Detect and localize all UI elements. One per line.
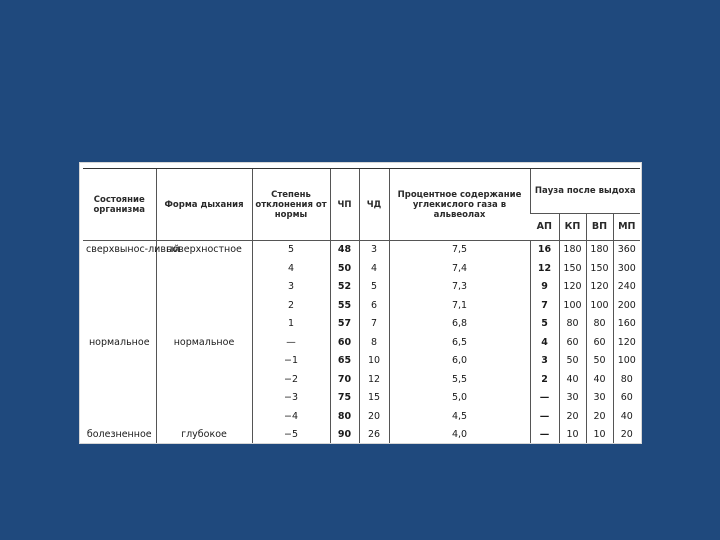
cell-vp: 120 <box>586 278 613 297</box>
cell-chd: 7 <box>359 315 389 334</box>
cell-form: поверхностное <box>156 241 252 260</box>
cell-mp: 200 <box>613 297 640 316</box>
table-row <box>83 260 640 279</box>
cell-kp: 60 <box>559 334 586 353</box>
cell-state <box>83 315 156 334</box>
cell-form <box>156 278 252 297</box>
cell-deviation: −5 <box>252 426 330 444</box>
cell-ap: — <box>530 389 559 408</box>
cell-chd: 8 <box>359 334 389 353</box>
cell-form <box>156 297 252 316</box>
cell-kp: 180 <box>559 241 586 260</box>
cell-co2: 7,5 <box>389 241 530 260</box>
cell-state <box>83 260 156 279</box>
cell-chd: 4 <box>359 260 389 279</box>
cell-chp: 80 <box>330 408 359 427</box>
cell-ap: — <box>530 408 559 427</box>
cell-kp: 100 <box>559 297 586 316</box>
cell-vp: 80 <box>586 315 613 334</box>
cell-chp: 55 <box>330 297 359 316</box>
cell-deviation: 3 <box>252 278 330 297</box>
table-row <box>83 389 640 408</box>
cell-form <box>156 408 252 427</box>
cell-chd: 26 <box>359 426 389 444</box>
header-pause: Пауза после выдоха <box>530 169 640 214</box>
cell-ap: 4 <box>530 334 559 353</box>
cell-chp: 48 <box>330 241 359 260</box>
cell-kp: 80 <box>559 315 586 334</box>
cell-chd: 6 <box>359 297 389 316</box>
cell-state <box>83 371 156 390</box>
cell-co2: 6,0 <box>389 352 530 371</box>
cell-co2: 7,1 <box>389 297 530 316</box>
cell-chp: 65 <box>330 352 359 371</box>
cell-ap: 3 <box>530 352 559 371</box>
cell-state <box>83 297 156 316</box>
table-row <box>83 297 640 316</box>
cell-mp: 80 <box>613 371 640 390</box>
table-row <box>83 352 640 371</box>
cell-vp: 40 <box>586 371 613 390</box>
table-sheet <box>79 162 642 444</box>
cell-deviation: 1 <box>252 315 330 334</box>
header-co2: Процентное содержание углекислого газа в альвеолах <box>389 169 530 241</box>
cell-vp: 60 <box>586 334 613 353</box>
cell-vp: 100 <box>586 297 613 316</box>
cell-ap: 9 <box>530 278 559 297</box>
cell-kp: 150 <box>559 260 586 279</box>
cell-vp: 30 <box>586 389 613 408</box>
table-row <box>83 315 640 334</box>
cell-kp: 20 <box>559 408 586 427</box>
cell-co2: 5,5 <box>389 371 530 390</box>
header-chp: ЧП <box>330 169 359 241</box>
cell-mp: 240 <box>613 278 640 297</box>
cell-form <box>156 389 252 408</box>
cell-co2: 4,0 <box>389 426 530 444</box>
cell-chd: 5 <box>359 278 389 297</box>
cell-deviation: −3 <box>252 389 330 408</box>
cell-ap: 2 <box>530 371 559 390</box>
header-state: Состояние организма <box>83 169 156 241</box>
cell-vp: 150 <box>586 260 613 279</box>
cell-chd: 15 <box>359 389 389 408</box>
cell-ap: 12 <box>530 260 559 279</box>
header-pause-ap: АП <box>530 214 559 241</box>
cell-chd: 20 <box>359 408 389 427</box>
breathing-table <box>83 168 640 444</box>
cell-mp: 60 <box>613 389 640 408</box>
cell-form <box>156 315 252 334</box>
cell-deviation: −1 <box>252 352 330 371</box>
cell-chp: 50 <box>330 260 359 279</box>
cell-chp: 70 <box>330 371 359 390</box>
cell-deviation: 4 <box>252 260 330 279</box>
cell-vp: 180 <box>586 241 613 260</box>
cell-deviation: −2 <box>252 371 330 390</box>
cell-ap: 16 <box>530 241 559 260</box>
cell-ap: — <box>530 426 559 444</box>
header-chd: ЧД <box>359 169 389 241</box>
cell-kp: 50 <box>559 352 586 371</box>
table-row <box>83 408 640 427</box>
cell-co2: 7,4 <box>389 260 530 279</box>
header-form: Форма дыхания <box>156 169 252 241</box>
cell-co2: 6,8 <box>389 315 530 334</box>
cell-kp: 40 <box>559 371 586 390</box>
header-deviation: Степень отклонения от нормы <box>252 169 330 241</box>
cell-state: нормальное <box>88 336 150 348</box>
table-row <box>83 278 640 297</box>
cell-ap: 5 <box>530 315 559 334</box>
cell-state <box>83 389 156 408</box>
cell-form <box>156 260 252 279</box>
header-pause-mp: МП <box>613 214 640 241</box>
cell-chd: 12 <box>359 371 389 390</box>
cell-deviation: — <box>252 334 330 353</box>
cell-vp: 10 <box>586 426 613 444</box>
cell-state: болезненное <box>83 426 156 444</box>
cell-chp: 57 <box>330 315 359 334</box>
cell-form: нормальное <box>156 334 252 353</box>
table-row <box>83 241 640 260</box>
table-row <box>83 334 640 353</box>
cell-co2: 7,3 <box>389 278 530 297</box>
cell-mp: 20 <box>613 426 640 444</box>
table-body <box>83 241 640 445</box>
cell-deviation: −4 <box>252 408 330 427</box>
cell-form <box>156 352 252 371</box>
cell-chd: 10 <box>359 352 389 371</box>
cell-vp: 50 <box>586 352 613 371</box>
cell-form: глубокое <box>156 426 252 444</box>
cell-chp: 60 <box>330 334 359 353</box>
cell-mp: 300 <box>613 260 640 279</box>
cell-state: сверхвынос-ливый <box>86 244 180 256</box>
cell-mp: 360 <box>613 241 640 260</box>
table-row <box>83 426 640 444</box>
header-pause-kp: КП <box>559 214 586 241</box>
cell-chp: 90 <box>330 426 359 444</box>
cell-kp: 30 <box>559 389 586 408</box>
cell-co2: 5,0 <box>389 389 530 408</box>
cell-state <box>83 352 156 371</box>
cell-kp: 10 <box>559 426 586 444</box>
header-pause-vp: ВП <box>586 214 613 241</box>
cell-kp: 120 <box>559 278 586 297</box>
cell-state <box>83 278 156 297</box>
cell-deviation: 5 <box>252 241 330 260</box>
cell-form <box>156 371 252 390</box>
cell-chp: 52 <box>330 278 359 297</box>
cell-mp: 100 <box>613 352 640 371</box>
cell-mp: 120 <box>613 334 640 353</box>
table-row <box>83 371 640 390</box>
cell-chd: 3 <box>359 241 389 260</box>
cell-vp: 20 <box>586 408 613 427</box>
cell-state <box>83 408 156 427</box>
cell-deviation: 2 <box>252 297 330 316</box>
cell-ap: 7 <box>530 297 559 316</box>
cell-mp: 160 <box>613 315 640 334</box>
cell-co2: 4,5 <box>389 408 530 427</box>
cell-chp: 75 <box>330 389 359 408</box>
cell-co2: 6,5 <box>389 334 530 353</box>
cell-mp: 40 <box>613 408 640 427</box>
